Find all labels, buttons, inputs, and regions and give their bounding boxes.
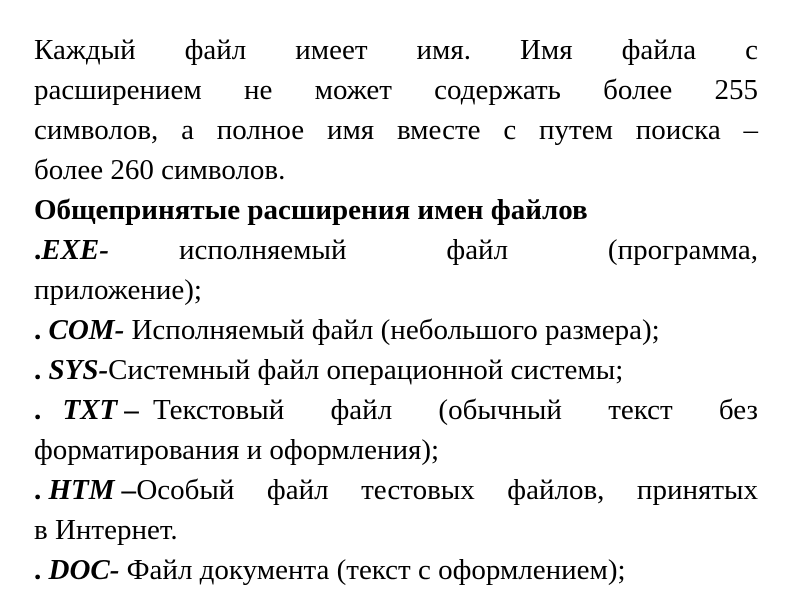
ext-sys-code: SYS- xyxy=(48,354,109,386)
ext-com-desc: Исполняемый файл (небольшого размера); xyxy=(124,314,660,346)
ext-txt-line-1 xyxy=(34,390,758,430)
ext-exe-line-1 xyxy=(34,230,758,270)
ext-exe-desc-line-2: приложение); xyxy=(34,274,202,306)
intro-line-4: более 260 символов. xyxy=(34,154,286,186)
ext-com-prefix: . xyxy=(34,314,49,346)
ext-doc-desc: Файл документа (текст с оформлением); xyxy=(119,554,626,586)
ext-doc-prefix: . xyxy=(34,554,49,586)
ext-exe-prefix: . xyxy=(34,234,42,266)
ext-exe-desc-line-1: исполняемый файл (программа, xyxy=(178,234,758,266)
intro-line-3: символов, а полное имя вместе с путем поиска – xyxy=(34,114,758,146)
ext-htm-desc-line-1: Особый файл тестовых файлов, принятых xyxy=(136,474,758,506)
intro-line-1: Каждый файл имеет имя. Имя файла с xyxy=(34,34,758,66)
ext-htm-code: HTM – xyxy=(48,474,137,506)
ext-doc-code: DOC- xyxy=(48,554,120,586)
ext-doc xyxy=(34,550,758,590)
ext-txt-prefix: . xyxy=(34,394,49,426)
ext-txt-desc-line-2: форматирования и оформления); xyxy=(34,434,440,466)
ext-sys-prefix: . xyxy=(34,354,49,386)
ext-htm-line-1 xyxy=(34,470,758,510)
section-heading: Общепринятые расширения имен файлов xyxy=(34,194,588,226)
ext-exe-code: EXE- xyxy=(41,234,109,266)
ext-sys xyxy=(34,350,758,390)
ext-txt-desc-line-1: Текстовый файл (обычный текст без xyxy=(153,394,758,426)
ext-com-code: COM- xyxy=(48,314,125,346)
ext-sys-desc: Системный файл операционной системы; xyxy=(108,354,624,386)
ext-txt-code: TXT – xyxy=(62,394,140,426)
ext-htm-prefix: . xyxy=(34,474,49,506)
intro-line-2: расширением не может содержать более 255 xyxy=(34,74,758,106)
ext-htm-desc-line-2: в Интернет. xyxy=(34,514,178,546)
ext-com xyxy=(34,310,758,350)
